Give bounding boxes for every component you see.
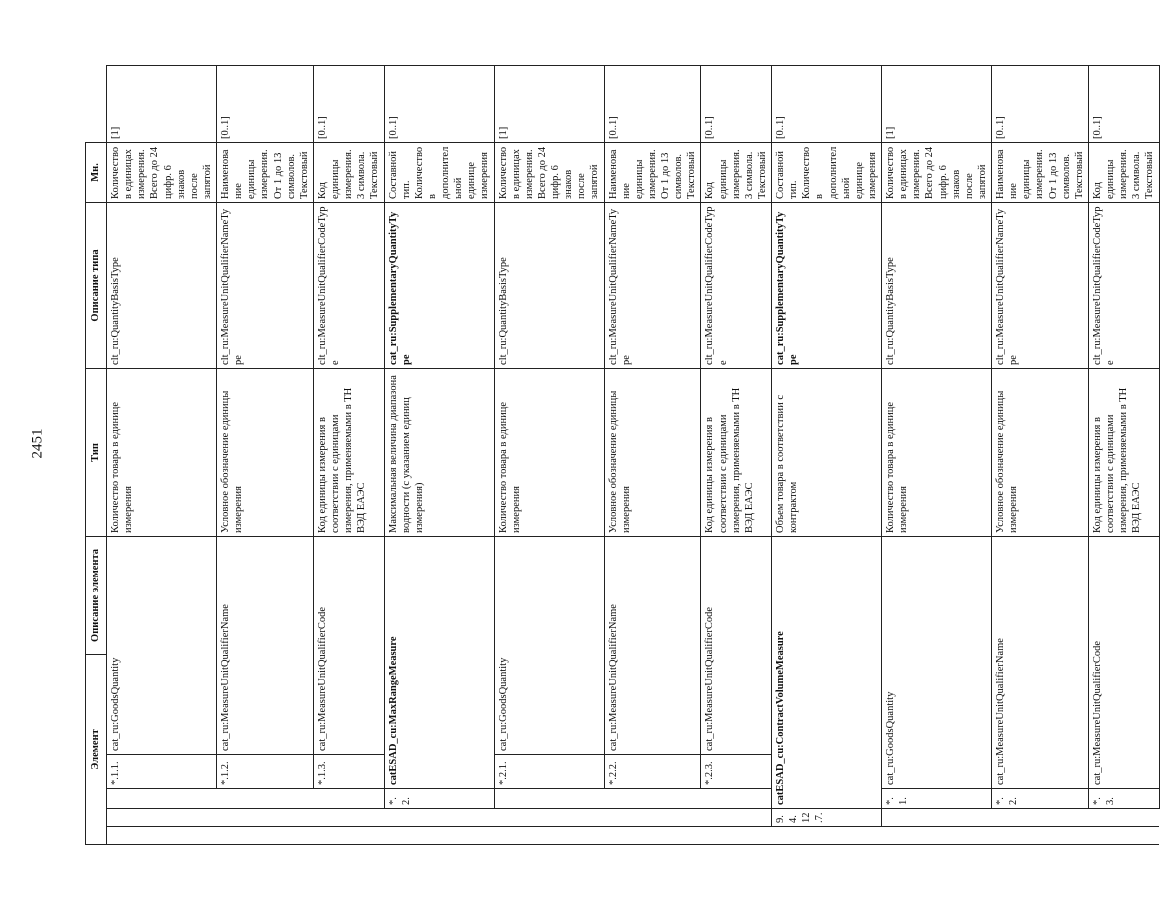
table-row <box>772 66 882 845</box>
multiplicity: [0..1] <box>1088 66 1159 143</box>
element-name: cat_ru:MeasureUnitQualifierCode <box>1088 536 1159 788</box>
multiplicity: [0..1] <box>992 66 1089 143</box>
table-row <box>992 66 1089 845</box>
type-name: clt_ru:QuantityBasisType <box>107 202 217 368</box>
table-row <box>494 66 604 845</box>
element-name: cat_ru:MeasureUnitQualifierCode <box>313 536 384 754</box>
multiplicity: [1] <box>107 66 217 143</box>
element-description: Количество товара в единице измерения <box>107 368 217 536</box>
type-description: Наименование единицы измерения. От 1 до 13 символов. Текстовый <box>992 142 1089 202</box>
header-multiplicity: Мн. <box>86 142 107 202</box>
element-description: Количество товара в единице измерения <box>494 368 604 536</box>
multiplicity: [0..1] <box>217 66 314 143</box>
type-description: Код единицы измерения. 3 символа. Текстовый <box>1088 142 1159 202</box>
indent-cell <box>313 809 384 827</box>
indent-cell <box>494 827 604 845</box>
element-name: cat_ru:GoodsQuantity <box>494 536 604 754</box>
header-type: Тип <box>86 368 107 536</box>
element-description: Код единицы измерения в соответствии с единицами измерения, применяемыми в ТН ВЭД ЕАЭС <box>313 368 384 536</box>
indent-cell <box>107 827 217 845</box>
element-description: Код единицы измерения в соответствии с единицами измерения, применяемыми в ТН ВЭД ЕАЭС <box>701 368 772 536</box>
element-number: *.2. <box>992 789 1089 809</box>
multiplicity: [0..1] <box>384 66 494 143</box>
table-row <box>217 66 314 845</box>
table-row <box>313 66 384 845</box>
header-element: Элемент <box>86 654 107 844</box>
type-description: Количество в единицах измерения. Всего до 24 цифр. 6 знаков после запятой <box>107 142 217 202</box>
element-number: *.1.2. <box>217 755 314 789</box>
type-name: clt_ru:MeasureUnitQualifierCodeType <box>313 202 384 368</box>
type-name: clt_ru:QuantityBasisType <box>882 202 992 368</box>
type-description: Количество в единицах измерения. Всего до 24 цифр. 6 знаков после запятой <box>494 142 604 202</box>
indent-cell <box>701 809 772 827</box>
indent-cell <box>604 809 701 827</box>
type-description: Код единицы измерения. 3 символа. Текстовый <box>313 142 384 202</box>
element-name: cat_ru:GoodsQuantity <box>882 536 992 788</box>
indent-cell <box>107 809 217 827</box>
indent-cell <box>494 789 604 809</box>
indent-cell <box>992 809 1089 827</box>
indent-cell <box>217 789 314 809</box>
element-name: cat_ru:GoodsQuantity <box>107 536 217 754</box>
type-name: clt_ru:MeasureUnitQualifierNameType <box>217 202 314 368</box>
type-name: clt_ru:MeasureUnitQualifierNameType <box>992 202 1089 368</box>
rotated-table-page <box>85 65 1156 845</box>
table-row <box>107 66 217 845</box>
multiplicity: [1] <box>882 66 992 143</box>
type-name: clt_ru:MeasureUnitQualifierCodeType <box>1088 202 1159 368</box>
indent-cell <box>1088 809 1159 827</box>
element-number: *.1.1. <box>107 755 217 789</box>
element-name: cat_ru:MeasureUnitQualifierCode <box>701 536 772 754</box>
element-number: *.3. <box>1088 789 1159 809</box>
element-name: catESAD_cu:ContractVolumeMeasure <box>772 536 882 808</box>
element-number: *.1. <box>882 789 992 809</box>
indent-cell <box>217 809 314 827</box>
multiplicity: [0..1] <box>772 66 882 143</box>
indent-cell <box>604 827 701 845</box>
indent-cell <box>701 789 772 809</box>
indent-cell <box>494 809 604 827</box>
element-name: cat_ru:MeasureUnitQualifierName <box>992 536 1089 788</box>
type-name: clt_ru:MeasureUnitQualifierCodeType <box>701 202 772 368</box>
indent-cell <box>384 827 494 845</box>
multiplicity: [0..1] <box>701 66 772 143</box>
type-name: clt_ru:QuantityBasisType <box>494 202 604 368</box>
element-name: catESAD_cu:MaxRangeMeasure <box>384 536 494 788</box>
page-number: 2451 <box>29 428 46 459</box>
element-description: Максимальная величина диапазона водности (с указанием единиц измерения) <box>384 368 494 536</box>
element-number: *.2.2. <box>604 755 701 789</box>
indent-cell <box>882 827 992 845</box>
element-description: Объем товара в соответствии с контрактом <box>772 368 882 536</box>
element-name: cat_ru:MeasureUnitQualifierName <box>604 536 701 754</box>
element-description: Условное обозначение единицы измерения <box>604 368 701 536</box>
table-row <box>604 66 701 845</box>
indent-cell <box>217 827 314 845</box>
type-name: clt_ru:MeasureUnitQualifierNameType <box>604 202 701 368</box>
multiplicity: [1] <box>494 66 604 143</box>
element-description: Код единицы измерения в соответствии с единицами измерения, применяемыми в ТН ВЭД ЕАЭС <box>1088 368 1159 536</box>
multiplicity: [0..1] <box>604 66 701 143</box>
table-row <box>384 66 494 845</box>
type-name: cat_ru:SupplementaryQuantityType <box>384 202 494 368</box>
table-row <box>701 66 772 845</box>
indent-cell <box>701 827 772 845</box>
element-description: Условное обозначение единицы измерения <box>992 368 1089 536</box>
indent-cell <box>107 789 217 809</box>
type-description: Код единицы измерения. 3 символа. Текстовый <box>701 142 772 202</box>
type-description: Количество в единицах измерения. Всего до 24 цифр. 6 знаков после запятой <box>882 142 992 202</box>
element-description: Количество товара в единице измерения <box>882 368 992 536</box>
specification-table <box>85 65 1160 845</box>
type-description: Наименование единицы измерения. От 1 до 13 символов. Текстовый <box>217 142 314 202</box>
element-number: *.2.1. <box>494 755 604 789</box>
type-description: Составной тип. Количество в дополнительной единице измерения <box>772 142 882 202</box>
header-element-description: Описание элемента <box>86 536 107 654</box>
table-header-row <box>86 66 107 845</box>
element-description: Условное обозначение единицы измерения <box>217 368 314 536</box>
type-description: Составной тип. Количество в дополнительной единице измерения <box>384 142 494 202</box>
header-type-description: Описание типа <box>86 202 107 368</box>
indent-cell <box>313 827 384 845</box>
indent-cell <box>313 789 384 809</box>
indent-cell <box>772 827 882 845</box>
multiplicity: [0..1] <box>313 66 384 143</box>
indent-cell <box>992 827 1089 845</box>
indent-cell <box>604 789 701 809</box>
table-row <box>1088 66 1159 845</box>
indent-cell <box>1088 827 1159 845</box>
type-name: cat_ru:SupplementaryQuantityType <box>772 202 882 368</box>
element-number: *.1.3. <box>313 755 384 789</box>
element-number: *.2.3. <box>701 755 772 789</box>
element-number: *.2. <box>384 789 494 809</box>
indent-cell <box>882 809 992 827</box>
type-description: Наименование единицы измерения. От 1 до 13 символов. Текстовый <box>604 142 701 202</box>
element-number: 9.4.12.7. <box>772 809 882 827</box>
indent-cell <box>384 809 494 827</box>
element-name: cat_ru:MeasureUnitQualifierName <box>217 536 314 754</box>
table-row <box>882 66 992 845</box>
